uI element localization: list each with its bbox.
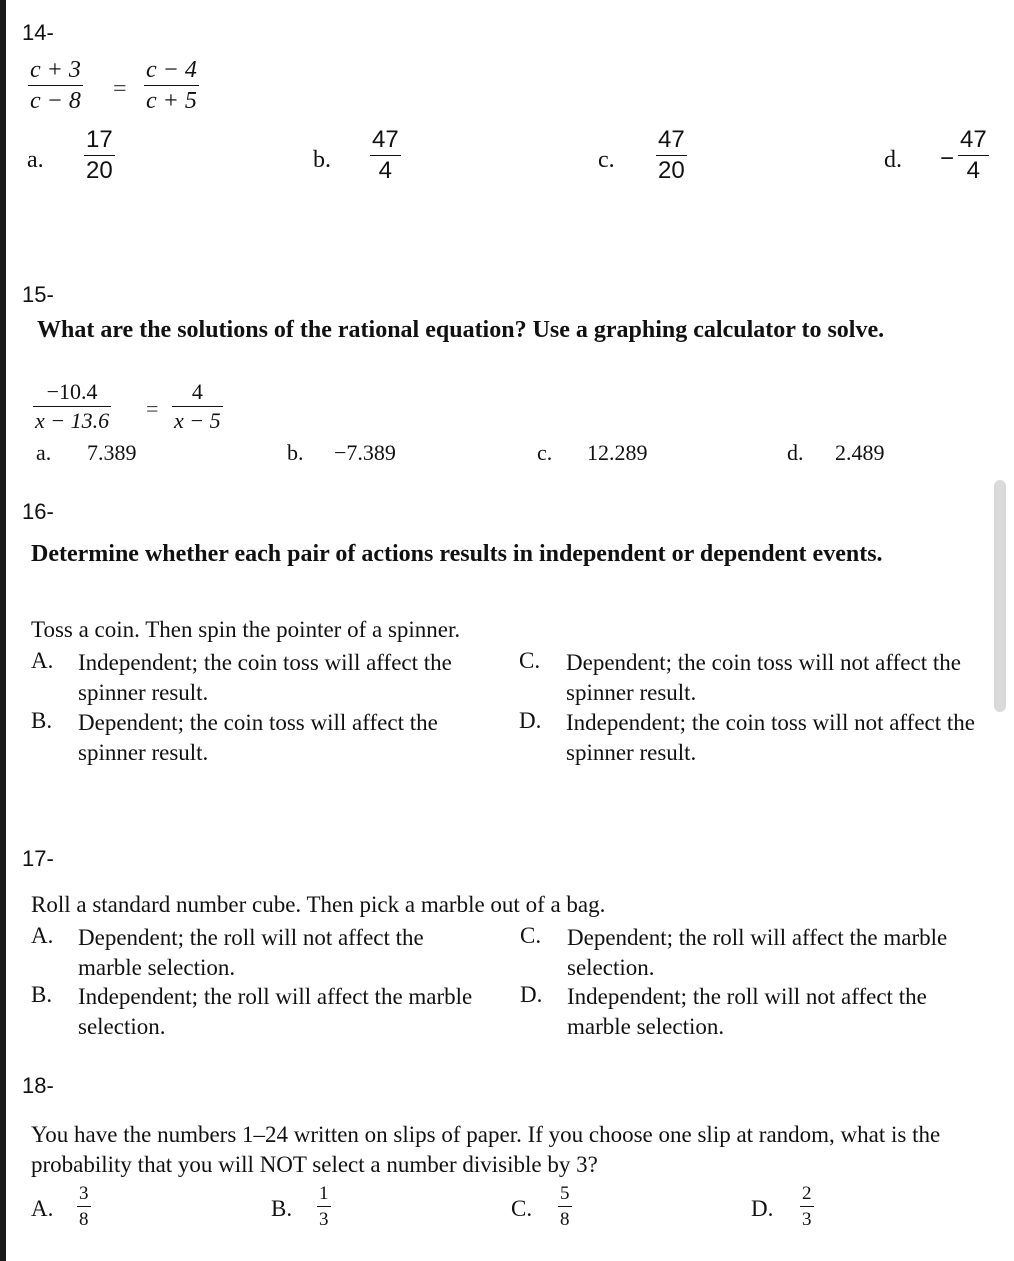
fraction-bar [172, 406, 223, 407]
q15-option-d-text[interactable]: 2.489 [835, 440, 885, 465]
q14-option-d-negative-sign: − [940, 145, 955, 172]
fraction-bar [558, 1206, 572, 1207]
q14-option-b-denominator: 4 [378, 157, 393, 184]
q18-option-c-fraction[interactable] [558, 1184, 572, 1229]
fraction-bar [317, 1206, 331, 1207]
q18-option-a-letter: A. [31, 1196, 54, 1221]
q14-option-d-numerator: 47 [960, 126, 987, 153]
q15-lhs-numerator: −10.4 [46, 379, 98, 404]
q14-option-d-fraction[interactable] [958, 128, 989, 183]
q17-option-d-letter: D. [520, 982, 543, 1007]
q14-lhs-fraction [28, 58, 83, 113]
q17-option-a-text[interactable]: Dependent; the roll will not affect the marble selection. [78, 925, 424, 980]
q18-option-b-letter: B. [271, 1196, 293, 1221]
q15-prompt: What are the solutions of the rational equation? Use a graphing calculator to solve. [37, 317, 885, 343]
q18-option-a-denominator: 8 [79, 1209, 89, 1230]
q15-option-b-letter: b. [287, 440, 304, 465]
q18-option-b-fraction[interactable] [317, 1184, 331, 1229]
q17-option-c-text[interactable]: Dependent; the roll will affect the marble selection. [567, 925, 948, 980]
q16-option-c-text[interactable]: Dependent; the coin toss will not affect the spinner result. [566, 650, 961, 705]
q14-option-b-letter: b. [313, 147, 331, 173]
q14-option-b-fraction[interactable] [370, 128, 401, 183]
q17-option-b-text[interactable]: Independent; the roll will affect the marble selection. [78, 984, 473, 1039]
q14-lhs-denominator: c − 8 [30, 88, 81, 114]
q14-option-d-denominator: 4 [966, 157, 981, 184]
q16-option-c-letter: C. [519, 648, 541, 673]
q18-stem: You have the numbers 1–24 written on slips of paper. If you choose one slip at random, what is the probability that you will NOT select a number divisible by 3? [31, 1122, 941, 1177]
q16-option-b-text[interactable]: Dependent; the coin toss will affect the spinner result. [78, 710, 438, 765]
q16-prompt: Determine whether each pair of actions results in independent or dependent events. [31, 541, 883, 567]
q14-lhs-numerator: c + 3 [30, 57, 81, 83]
q18-option-d-numerator: 2 [802, 1183, 812, 1204]
question-17-number: 17- [22, 846, 54, 871]
q14-option-c-letter: c. [598, 147, 615, 173]
question-18-number: 18- [22, 1073, 54, 1098]
q17-stem: Roll a standard number cube. Then pick a marble out of a bag. [31, 892, 606, 917]
q14-option-a-denominator: 20 [86, 157, 113, 184]
q15-option-a-letter: a. [36, 440, 52, 465]
q18-option-c-numerator: 5 [560, 1183, 570, 1204]
fraction-bar [370, 155, 401, 156]
q15-rhs-numerator: 4 [191, 379, 203, 404]
q15-lhs-denominator: x − 13.6 [35, 408, 110, 433]
q14-rhs-fraction [144, 58, 199, 113]
fraction-bar [77, 1206, 91, 1207]
vertical-scrollbar-thumb[interactable] [994, 480, 1006, 712]
q17-option-c-letter: C. [520, 923, 542, 948]
q15-rhs-fraction [172, 381, 223, 432]
fraction-bar [144, 85, 199, 86]
q18-option-b-numerator: 1 [319, 1183, 329, 1204]
q18-option-d-fraction[interactable] [800, 1184, 814, 1229]
q15-option-a-text[interactable]: 7.389 [87, 440, 137, 465]
q16-option-d-text[interactable]: Independent; the coin toss will not affect the spinner result. [566, 710, 975, 765]
q14-option-c-numerator: 47 [658, 126, 685, 153]
q17-option-d-text[interactable]: Independent; the roll will not affect the marble selection. [567, 984, 927, 1039]
q14-option-a-fraction[interactable] [84, 128, 115, 183]
q16-option-b-letter: B. [31, 708, 53, 733]
q14-option-c-denominator: 20 [658, 157, 685, 184]
question-16-number: 16- [22, 499, 54, 524]
q14-rhs-denominator: c + 5 [146, 88, 197, 114]
q18-option-b-denominator: 3 [319, 1209, 329, 1230]
q17-option-b-letter: B. [31, 982, 53, 1007]
fraction-bar [28, 85, 83, 86]
q14-option-c-fraction[interactable] [656, 128, 687, 183]
q15-rhs-denominator: x − 5 [174, 408, 221, 433]
q14-rhs-numerator: c − 4 [146, 57, 197, 83]
q14-option-b-numerator: 47 [372, 126, 399, 153]
fraction-bar [84, 155, 115, 156]
q16-option-d-letter: D. [519, 708, 542, 733]
q18-option-c-letter: C. [511, 1196, 533, 1221]
q15-equals-sign: = [146, 396, 159, 421]
q15-option-b-text[interactable]: −7.389 [334, 440, 396, 465]
fraction-bar [958, 155, 989, 156]
question-15-number: 15- [22, 282, 54, 307]
q18-option-a-numerator: 3 [79, 1183, 89, 1204]
q14-option-a-numerator: 17 [86, 126, 113, 153]
q18-option-c-denominator: 8 [560, 1209, 570, 1230]
q18-option-d-letter: D. [751, 1196, 774, 1221]
q15-option-c-text[interactable]: 12.289 [587, 440, 648, 465]
q14-option-d-letter: d. [884, 147, 902, 173]
left-border [0, 0, 6, 1261]
q18-option-d-denominator: 3 [802, 1209, 812, 1230]
fraction-bar [33, 406, 111, 407]
question-14-number: 14- [22, 20, 54, 45]
q17-option-a-letter: A. [31, 923, 54, 948]
q14-option-a-letter: a. [27, 147, 44, 173]
q14-equals-sign: = [113, 76, 127, 102]
q15-option-d-letter: d. [787, 440, 804, 465]
fraction-bar [800, 1206, 814, 1207]
q16-option-a-text[interactable]: Independent; the coin toss will affect the spinner result. [78, 650, 452, 705]
q18-option-a-fraction[interactable] [77, 1184, 91, 1229]
q16-option-a-letter: A. [31, 648, 54, 673]
q15-lhs-fraction [33, 381, 111, 432]
q16-stem: Toss a coin. Then spin the pointer of a spinner. [31, 617, 461, 642]
fraction-bar [656, 155, 687, 156]
q15-option-c-letter: c. [537, 440, 553, 465]
